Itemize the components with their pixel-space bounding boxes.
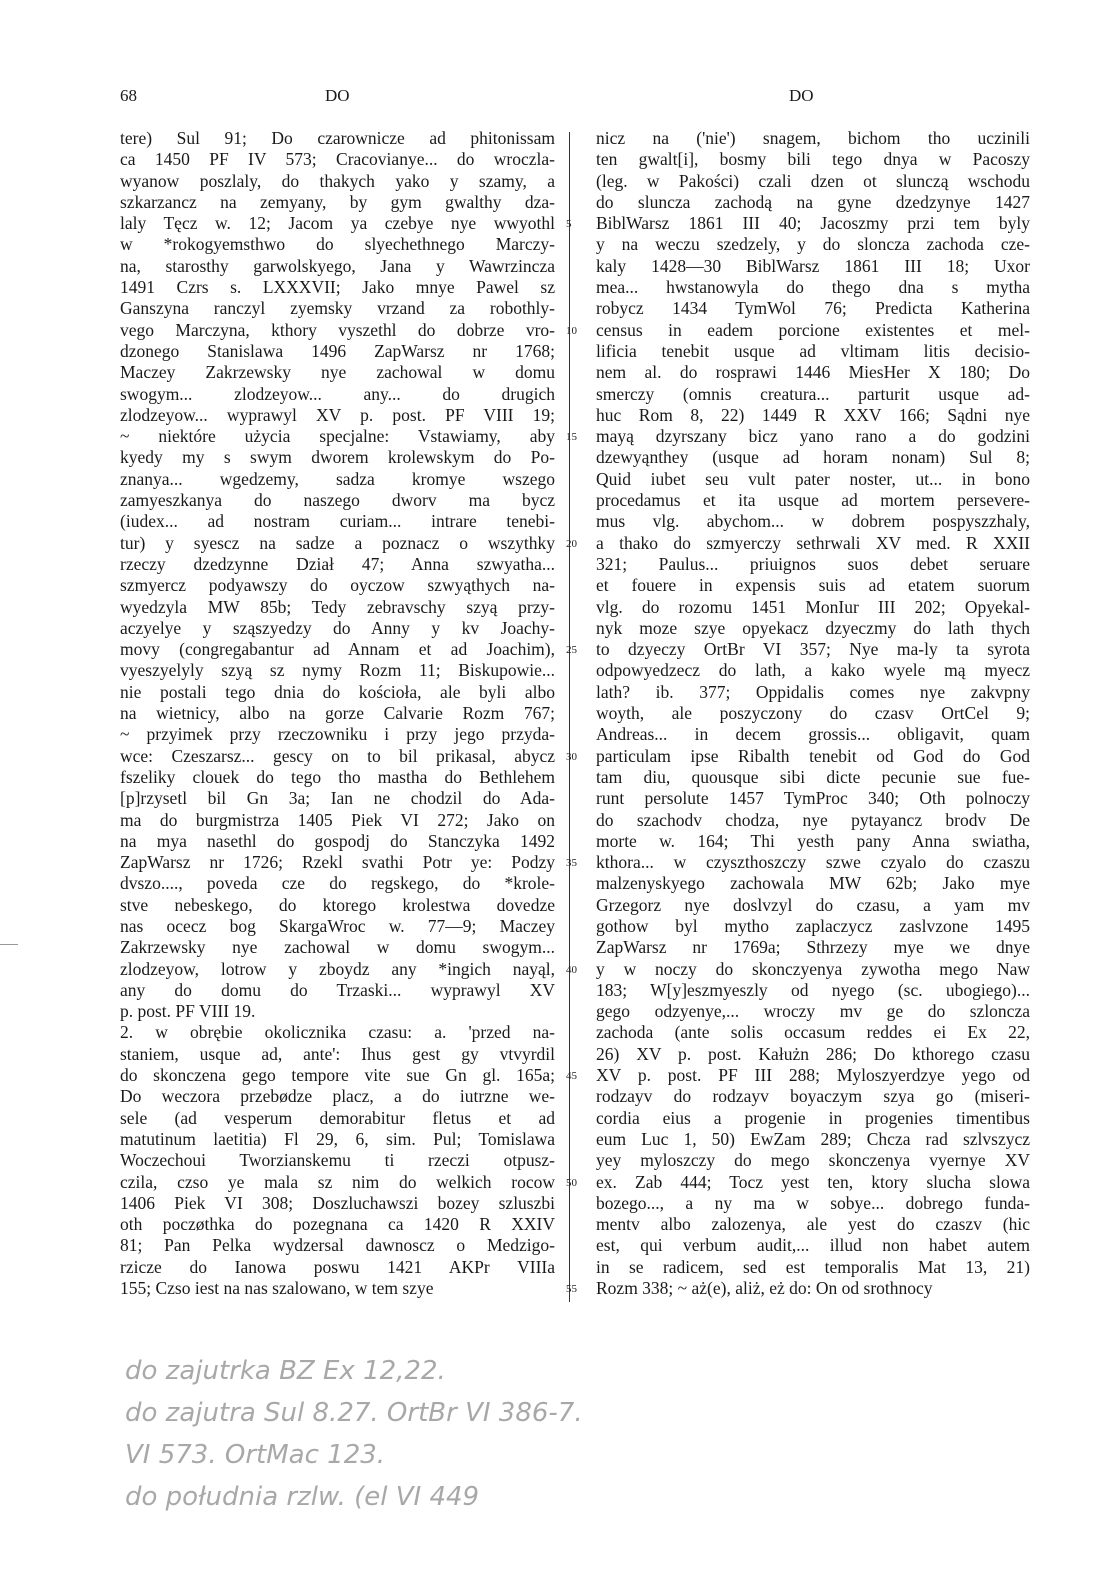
right-column-line: smerczy (omnis creatura... parturit usque ad-	[596, 383, 1030, 404]
right-column-line: mea... hwstanowyla do thego dna s mytha	[596, 277, 1030, 298]
line-number: 15	[566, 431, 577, 444]
left-column-line: wce: Czeszarsz... gescy on to bil prikasal, abycz	[120, 745, 555, 766]
right-column-line: mentv albo zalozenya, ale yest do czaszv (hic	[596, 1214, 1030, 1235]
right-column-line: tam diu, quousque sibi dicte pecunie sue fue-	[596, 766, 1030, 787]
right-column-line: ZapWarsz nr 1769a; Sthrzezy mye we dnye	[596, 937, 1030, 958]
left-column-line: do skonczena gego tempore vite sue Gn gl. 165a;	[120, 1065, 555, 1086]
left-column-line: any do domu do Trzaski... wyprawyl XV	[120, 979, 555, 1000]
left-column-line: Maczey Zakrzewsky nye zachowal w domu	[120, 362, 555, 383]
running-head-left: DO	[325, 86, 350, 105]
handwritten-notes	[125, 1350, 725, 1518]
margin-mark	[0, 944, 18, 945]
right-column-line: do szachodv chodza, nye pytayancz brodv De	[596, 809, 1030, 830]
left-column-line: aczyelye y sząszyedzy do Anny y kv Joachy-	[120, 617, 555, 638]
right-column-line: procedamus et ita usque ad mortem persevere-	[596, 490, 1030, 511]
right-column-line: BiblWarsz 1861 III 40; Jacoszmy przi tem byly	[596, 213, 1030, 234]
left-column-line: zlodzeyow... wyprawyl XV p. post. PF VIII 19;	[120, 404, 555, 425]
left-column-line: 155; Czso iest na nas szalowano, w tem szye	[120, 1278, 434, 1299]
left-column-line: stve nebeskego, do ktorego krolestwa dovedze	[120, 894, 555, 915]
line-number: 45	[566, 1070, 577, 1083]
right-column-line: lath? ib. 377; Oppidalis comes nye zakvpny	[596, 681, 1030, 702]
left-column-line: laly Tęcz w. 12; Jacom ya czebye nye wwyothl	[120, 213, 555, 234]
line-number: 25	[566, 644, 577, 657]
right-column-line: kthora... w czyszthoszczy szwe czyalo do czaszu	[596, 852, 1030, 873]
right-column-line: Quid iubet seu vult pater noster, ut... in bono	[596, 468, 1030, 489]
left-column-line: dvszo...., poveda cze do regskego, do *krole-	[120, 873, 555, 894]
left-column-line: wyanow poszlaly, do thakych yako y szamy, a	[120, 170, 555, 191]
right-column-line: 183; W[y]eszmyeszly od nyego (sc. ubogiego)...	[596, 979, 1030, 1000]
right-column-line: y na weczu szedzely, y do sloncza zachoda cze-	[596, 234, 1030, 255]
left-column-line: ~ przyimek przy rzeczowniku i przy jego przyda-	[120, 724, 555, 745]
right-column-line: mayą dzyrszany bicz yano rano a do godzini	[596, 426, 1030, 447]
left-column-line: 2. w obrębie okolicznika czasu: a. 'przed na-	[120, 1022, 555, 1043]
line-number: 20	[566, 537, 577, 550]
left-column-line: oth poczøthka do pozegnana ca 1420 R XXIV	[120, 1214, 555, 1235]
left-column	[120, 128, 555, 1299]
left-column-line: Do weczora przebødze placz, a do iutrzne we-	[120, 1086, 555, 1107]
right-column-line: bozego..., a ny ma w sobye... dobrego funda-	[596, 1192, 1030, 1213]
left-column-line: [p]rzysetl bil Gn 3a; Ian ne chodzil do Ada-	[120, 788, 555, 809]
left-column-line: 1491 Czrs s. LXXXVII; Jako mnye Pawel sz	[120, 277, 555, 298]
left-column-line: movy (congregabantur ad Annam et ad Joachim),	[120, 639, 555, 660]
right-column-line: do sluncza zachodą na gyne dzedzynye 1427	[596, 191, 1030, 212]
left-column-line: czila, czso ye mala sz nim do welkich rocow	[120, 1171, 555, 1192]
handwritten-note: VI 573. OrtMac 123.	[125, 1440, 386, 1470]
column-rule	[569, 132, 570, 1302]
left-column-line: fszeliky clouek do tego tho mastha do Bethlehem	[120, 766, 555, 787]
right-column-line: mus vlg. abychom... w dobrem pospyszzhaly,	[596, 511, 1030, 532]
right-column-line: malzenyskyego zachowala MW 62b; Jako mye	[596, 873, 1030, 894]
line-number: 35	[566, 857, 577, 870]
right-column-line: a thako do szmyerczy sethrwali XV med. R XXII	[596, 532, 1030, 553]
line-number: 55	[566, 1283, 577, 1296]
right-column-line: y w noczy do skonczyenya zywotha mego Naw	[596, 958, 1030, 979]
right-column-line: to dzyeczy OrtBr VI 357; Nye ma-ly ta syrota	[596, 639, 1030, 660]
left-column-line: szkarzancz na zemyany, by gym gwalthy dza-	[120, 191, 555, 212]
right-column-line: zachoda (ante solis occasum reddes ei Ex 22,	[596, 1022, 1030, 1043]
left-column-line: ca 1450 PF IV 573; Cracovianye... do wroczla-	[120, 149, 555, 170]
left-column-line: nie postali tego dnia do kościoła, ale byli albo	[120, 681, 555, 702]
right-column-line: 321; Paulus... priuignos suos debet seruare	[596, 553, 1030, 574]
right-column-line: yey myloszczy do mego skonczenya vyernye XV	[596, 1150, 1030, 1171]
left-column-line: ma do burgmistrza 1405 Piek VI 272; Jako on	[120, 809, 555, 830]
right-column-line: lificia tenebit usque ad vltimam litis decisio-	[596, 340, 1030, 361]
left-column-line: rzicze do Ianowa poswu 1421 AKPr VIIIa	[120, 1256, 555, 1277]
left-column-line: matutinum laetitia) Fl 29, 6, sim. Pul; Tomislawa	[120, 1128, 555, 1149]
left-column-line: na, starosthy garwolskyego, Jana y Wawrzincza	[120, 255, 555, 276]
right-column-line: particulam ipse Ribalth tenebit od God do God	[596, 745, 1030, 766]
right-column-line: gego odzyenye,... wroczy mv ge do szloncza	[596, 1001, 1030, 1022]
right-column-line: ex. Zab 444; Tocz yest ten, ktory slucha slowa	[596, 1171, 1030, 1192]
right-column-line: (leg. w Pakości) czali dzen ot slunczą wschodu	[596, 170, 1030, 191]
left-column-line: szmyercz podyawszy do oyczow szwyąthych na-	[120, 575, 555, 596]
right-column-line: gothow byl mytho zaplaczycz zaslvzone 1495	[596, 915, 1030, 936]
right-column-line: est, qui verbum audit,... illud non habet autem	[596, 1235, 1030, 1256]
left-column-line: sele (ad vesperum demorabitur fletus et ad	[120, 1107, 555, 1128]
left-column-line: nas ocecz bog SkargaWroc w. 77—9; Maczey	[120, 915, 555, 936]
right-column-line: 26) XV p. post. Kałużn 286; Do kthorego czasu	[596, 1043, 1030, 1064]
left-column-line: Ganszyna ranczyl zyemsky vrzand za robothly-	[120, 298, 555, 319]
right-column-line: XV p. post. PF III 288; Myloszyerdzye yego od	[596, 1065, 1030, 1086]
left-column-line: wyedzyla MW 85b; Tedy zebravschy szyą przy-	[120, 596, 555, 617]
left-column-line: swogym... zlodzeyow... any... do drugich	[120, 383, 555, 404]
left-column-line: vyeszyelyly szyą sz nymy Rozm 11; Biskupowie...	[120, 660, 555, 681]
left-column-line: w *rokogyemsthwo do slyechethnego Marczy-	[120, 234, 555, 255]
line-number: 5	[566, 218, 572, 231]
right-column-line: census in eadem porcione existentes et mel-	[596, 319, 1030, 340]
handwritten-note: do południa rzlw. (el VI 449	[125, 1482, 480, 1512]
right-column-line: nicz na ('nie') snagem, bichom tho uczinili	[596, 128, 1030, 148]
line-number: 40	[566, 963, 577, 976]
right-column-line: huc Rom 8, 22) 1449 R XXV 166; Sądni nye	[596, 404, 1030, 425]
running-head-right: DO	[789, 86, 814, 105]
right-column-line: Andreas... in decem grossis... obligavit, quam	[596, 724, 1030, 745]
right-column-line: kaly 1428—30 BiblWarsz 1861 III 18; Uxor	[596, 255, 1030, 276]
right-column-line: dzewyąnthey (usque ad horam nonam) Sul 8;	[596, 447, 1030, 468]
left-column-line: zlodzeyow, lotrow y zboydz any *ingich nayąl,	[120, 958, 555, 979]
handwritten-note: do zajutra Sul 8.27. OrtBr VI 386-7.	[125, 1398, 583, 1428]
left-column-line: dzonego Stanislawa 1496 ZapWarsz nr 1768;	[120, 340, 555, 361]
left-column-line: ~ niektóre użycia specjalne: Vstawiamy, aby	[120, 426, 555, 447]
right-column	[596, 128, 1030, 1299]
left-column-line: na wietnicy, albo na gorze Calvarie Rozm 767;	[120, 703, 555, 724]
right-column-line: et fouere in expensis suis ad etatem suorum	[596, 575, 1030, 596]
left-column-line: Zakrzewsky nye zachowal w domu swogym...	[120, 937, 555, 958]
left-column-line: (iudex... ad nostram curiam... intrare tenebi-	[120, 511, 555, 532]
left-column-line: 81; Pan Pelka wydzersal dawnoscz o Medzigo-	[120, 1235, 555, 1256]
right-column-line: Rozm 338; ~ aż(e), aliż, eż do: On od srothnocy	[596, 1278, 933, 1299]
right-column-line: eum Luc 1, 50) EwZam 289; Chcza rad szlvszycz	[596, 1128, 1030, 1149]
left-column-line: zamyeszkanya do naszego dworv ma bycz	[120, 490, 555, 511]
line-number: 10	[566, 324, 577, 337]
left-column-line: kyedy my s swym dworem krolewskym do Po-	[120, 447, 555, 468]
right-column-line: nem al. do rosprawi 1446 MiesHer X 180; Do	[596, 362, 1030, 383]
line-number: 50	[566, 1176, 577, 1189]
left-column-line: 1406 Piek VI 308; Doszluchawszi bozey szluszbi	[120, 1192, 555, 1213]
line-number: 30	[566, 750, 577, 763]
left-column-line: ZapWarsz nr 1726; Rzekl svathi Potr ye: Podzy	[120, 852, 555, 873]
left-column-line: znanya... wgedzemy, sadza kromye wszego	[120, 468, 555, 489]
right-column-line: ten gwalt[i], bosmy bili tego dnya w Pacoszy	[596, 149, 1030, 170]
right-column-line: rodzayv do rodzayv boyaczym szya go (miseri-	[596, 1086, 1030, 1107]
right-column-line: odpowyedzecz do lath, a kako wyele mą myecz	[596, 660, 1030, 681]
handwritten-note: do zajutrka BZ Ex 12,22.	[125, 1356, 446, 1386]
left-column-line: p. post. PF VIII 19.	[120, 1001, 256, 1022]
left-column-line: tere) Sul 91; Do czarownicze ad phitonissam	[120, 128, 555, 148]
left-column-line: rzeczy dzedzynne Dział 47; Anna szwyatha...	[120, 553, 555, 574]
right-column-line: nyk moze szye opyekacz dzyeczmy do lath thych	[596, 617, 1030, 638]
left-column-line: tur) y syescz na sadze a poznacz o wszythky	[120, 532, 555, 553]
left-column-line: na mya nasethl do gospodj do Stanczyka 1492	[120, 830, 555, 851]
right-column-line: in se radicem, sed est temporalis Mat 13, 21)	[596, 1256, 1030, 1277]
right-column-line: vlg. do rozomu 1451 MonIur III 202; Opyekal-	[596, 596, 1030, 617]
right-column-line: Grzegorz nye doslvzyl do czasu, a yam mv	[596, 894, 1030, 915]
right-column-line: runt persolute 1457 TymProc 340; Oth polnoczy	[596, 788, 1030, 809]
left-column-line: staniem, usque ad, ante': Ihus gest gy vtvyrdil	[120, 1043, 555, 1064]
right-column-line: cordia eius a progenie in progenies timentibus	[596, 1107, 1030, 1128]
right-column-line: woyth, ale poszyczony do czasv OrtCel 9;	[596, 703, 1030, 724]
right-column-line: morte w. 164; Thi yesth pany Anna swiatha,	[596, 830, 1030, 851]
page-number: 68	[120, 86, 137, 105]
right-column-line: robycz 1434 TymWol 76; Predicta Katherina	[596, 298, 1030, 319]
left-column-line: Woczechoui Tworzianskemu ti rzeczi otpusz-	[120, 1150, 555, 1171]
left-column-line: vego Marczyna, kthory vyszethl do dobrze vro-	[120, 319, 555, 340]
